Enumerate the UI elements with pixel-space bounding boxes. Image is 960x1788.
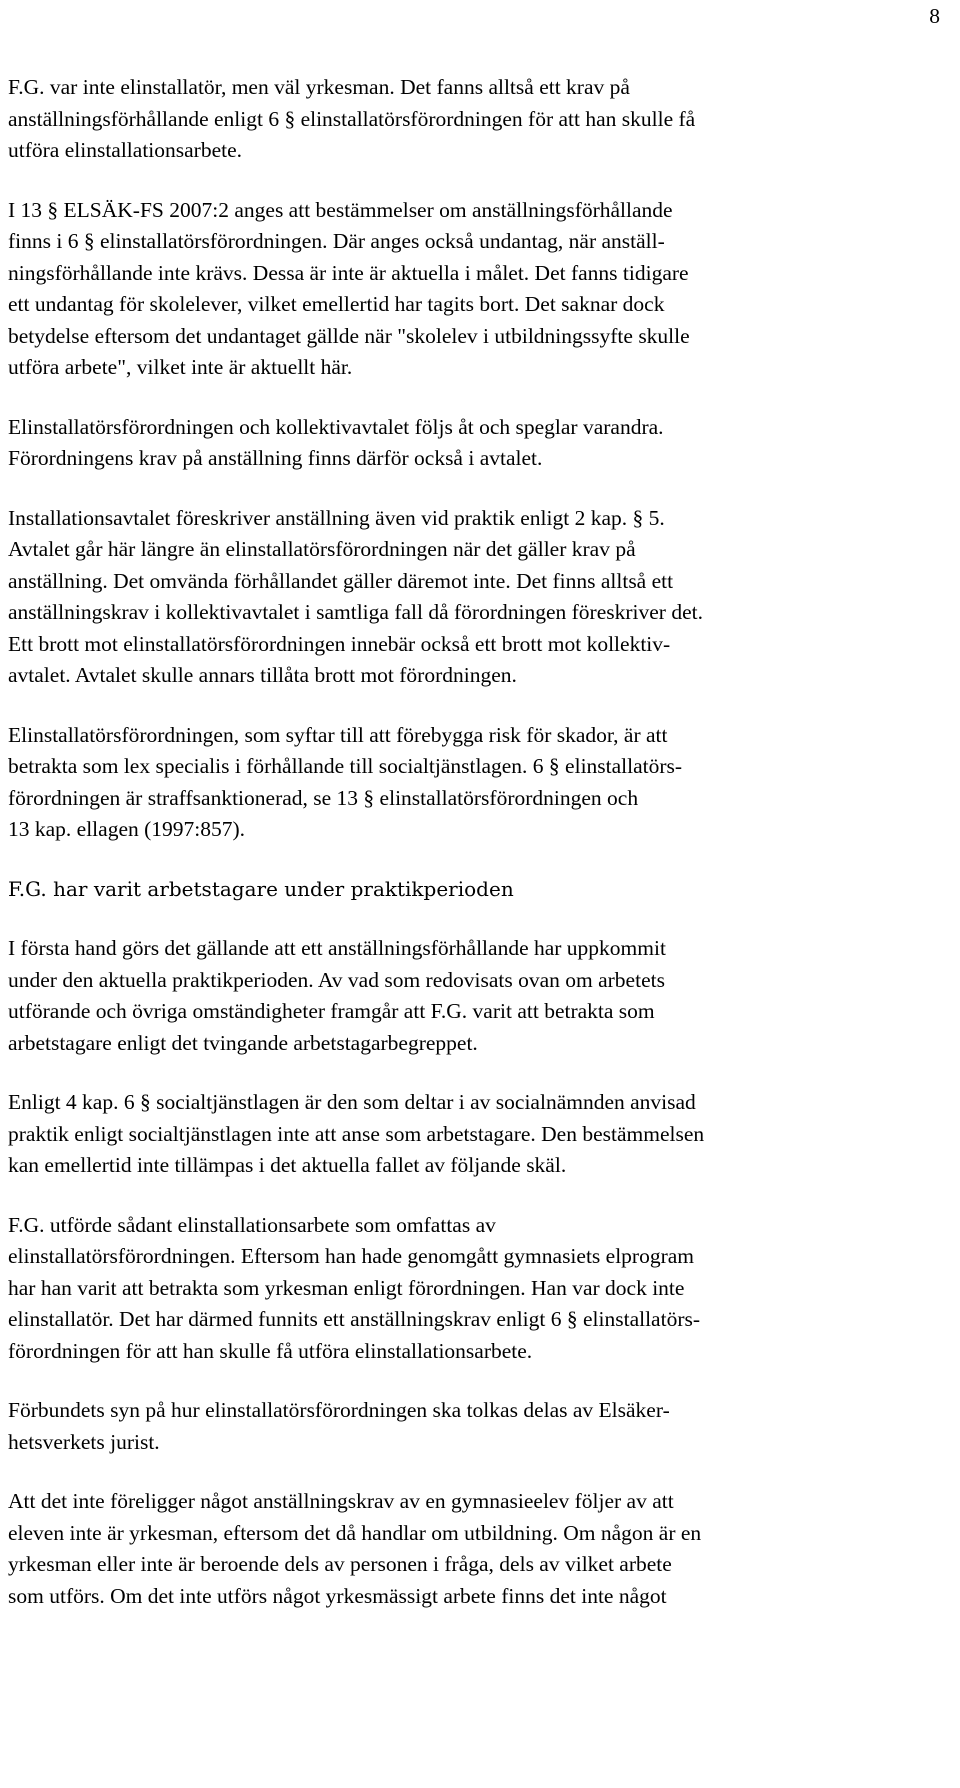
document-body <box>8 72 948 1640</box>
paragraph-requirement: F.G. var inte elinstallatör, men väl yrkesman. Det fanns alltså ett krav på anställningsförhållande enligt 6 § elinstallatörsförordningen för att han skulle få utföra elinstallationsarbete. <box>8 75 696 162</box>
paragraph-collective-agreement: Elinstallatörsförordningen och kollektivavtalet följs åt och speglar varandra. Förordningens krav på anställning finns därför också i avtalet. <box>8 414 664 470</box>
paragraph-elsak-fs: I 13 § ELSÄK-FS 2007:2 anges att bestämmelser om anställningsförhållande finns i 6 § elinstallatörsförordningen. Där anges också undantag, när anställ- ningsförhållande inte krävs. Dessa är inte är aktuella i målet. Det fanns tidigare ett undantag för skolelever, vilket emellertid har tagits bort. Det saknar dock betydelse eftersom det undantaget gällde när "skolelev i utbildningssyfte skulle utföra arbete", vilket inte är aktuellt här. <box>8 197 690 379</box>
paragraph-electrical-work: F.G. utförde sådant elinstallationsarbete som omfattas av elinstallatörsförordningen. Eftersom han hade genomgått gymnasiets elprogram har han varit att betrakta som yrkesman enligt förordningen. Han var dock inte elinstallatör. Det har därmed funnits ett anställningskrav enligt 6 § elinstallatörs- förordningen för att han skulle få utföra elinstallationsarbete. <box>8 1212 701 1363</box>
paragraph-lex-specialis: Elinstallatörsförordningen, som syftar till att förebygga risk för skador, är att betrakta som lex specialis i förhållande till socialtjänstlagen. 6 § elinstallatörs- förordningen är straffsanktionerad, se 13 § elinstallatörsförordningen och 13 kap. ellagen (1997:857). <box>8 722 683 841</box>
paragraph-employment-relationship: I första hand görs det gällande att ett anställningsförhållande har uppkommit under den aktuella praktikperioden. Av vad som redovisats ovan om arbetets utförande och övriga omständigheter framgår att F.G. varit att betrakta som arbetstagare enligt det tvingande arbetstagarbegreppet. <box>8 936 666 1055</box>
paragraph-installation-agreement: Installationsavtalet föreskriver anställning även vid praktik enligt 2 kap. § 5. Avtalet går här längre än elinstallatörsförordningen när det gäller krav på anställning. Det omvända förhållandet gäller däremot inte. Det finns alltså ett anställningskrav i kollektivavtalet i samtliga fall då förordningen föreskriver det. Ett brott mot elinstallatörsförordningen innebär också ett brott mot kollektiv- avtalet. Avtalet skulle annars tillåta brott mot förordningen. <box>8 505 703 687</box>
page-number: 8 <box>929 4 940 28</box>
section-heading: F.G. har varit arbetstagare under praktikperioden <box>8 876 514 901</box>
paragraph-union-view: Förbundets syn på hur elinstallatörsförordningen ska tolkas delas av Elsäker- hetsverkets jurist. <box>8 1398 670 1454</box>
paragraph-student-requirement: Att det inte föreligger något anställningskrav av en gymnasieelev följer av att eleven inte är yrkesman, eftersom det då handlar om utbildning. Om någon är en yrkesman eller inte är beroende dels av personen i fråga, dels av vilket arbete som utförs. Om det inte utförs något yrkesmässigt arbete finns det inte något <box>8 1489 702 1608</box>
paragraph-social-services-act: Enligt 4 kap. 6 § socialtjänstlagen är den som deltar i av socialnämnden anvisad praktik enligt socialtjänstlagen inte att anse som arbetstagare. Den bestämmelsen kan emellertid inte tillämpas i det aktuella fallet av följande skäl. <box>8 1090 705 1177</box>
